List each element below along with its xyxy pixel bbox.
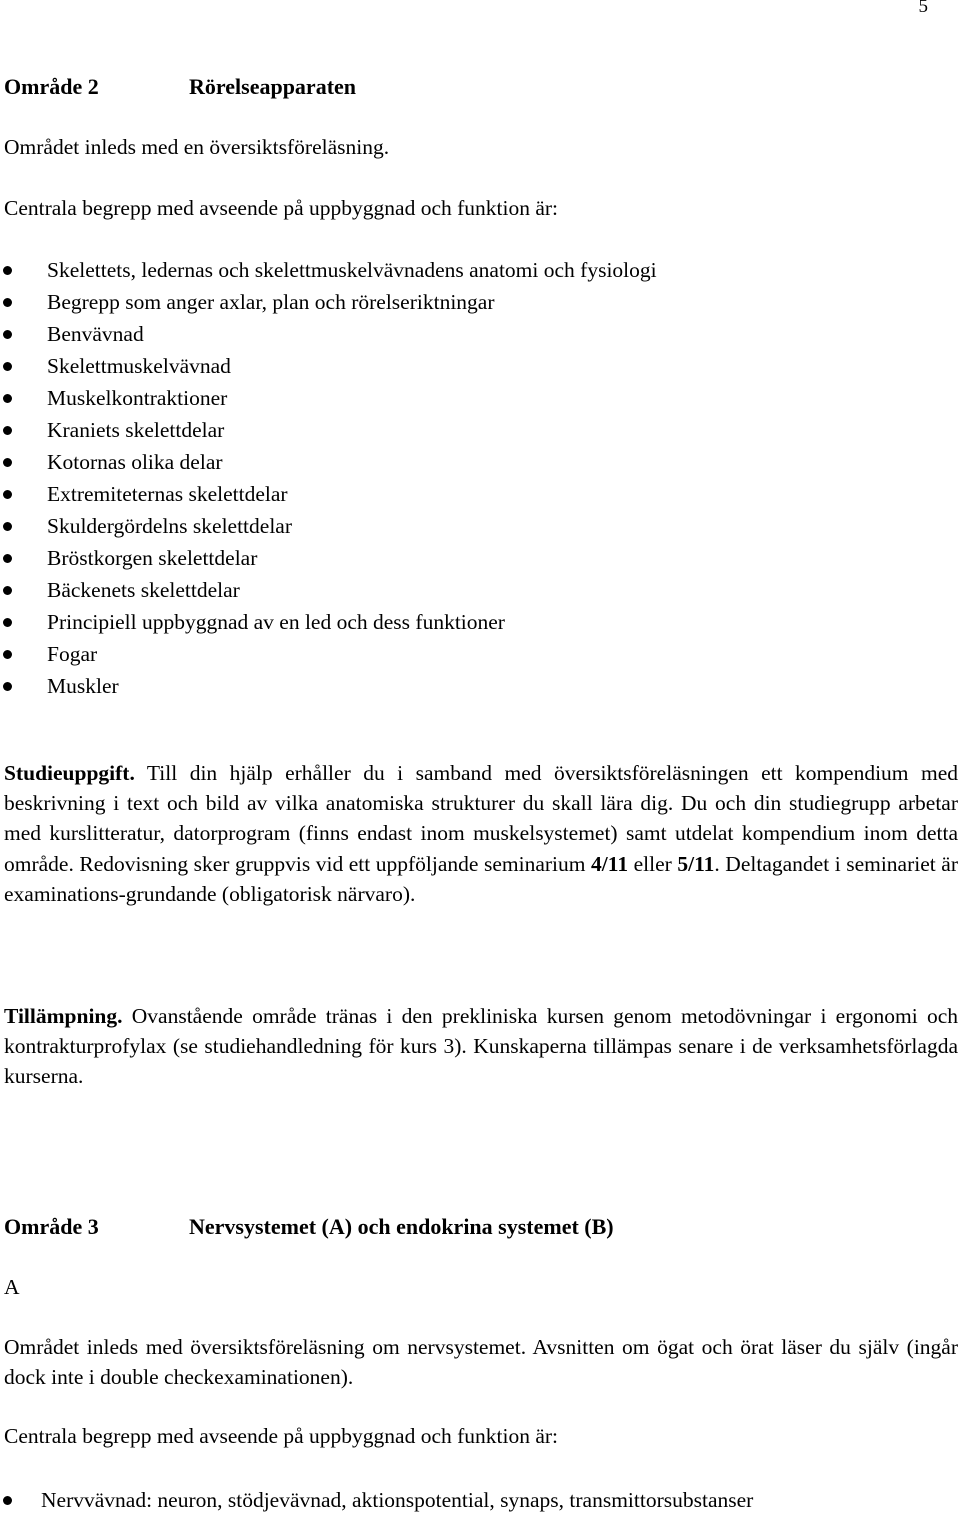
list-item xyxy=(0,382,657,414)
application-label: Tillämpning. xyxy=(4,1004,123,1028)
list-item xyxy=(0,350,657,382)
section-2-concept-list xyxy=(0,254,657,702)
list-item xyxy=(0,1484,753,1516)
list-item xyxy=(0,638,657,670)
bullet-icon xyxy=(3,298,12,307)
list-item xyxy=(0,414,657,446)
list-item-text: Muskler xyxy=(47,674,119,698)
list-item-text: Kraniets skelettdelar xyxy=(47,418,225,442)
bullet-icon xyxy=(3,490,12,499)
list-item xyxy=(0,254,657,286)
list-item xyxy=(0,318,657,350)
page-number: 5 xyxy=(918,0,928,17)
application-text: Ovanstående område tränas i den prekliniska kursen genom metodövningar i ergonomi och kontrakturprofylax (se studiehandledning för kurs 3). Kunskaperna tillämpas senare i de verksamhetsförlagda kurserna. xyxy=(4,1004,958,1089)
list-item xyxy=(0,670,657,702)
bullet-icon xyxy=(3,618,12,627)
section-2-intro: Området inleds med en översiktsföreläsning. xyxy=(4,135,390,159)
bullet-icon xyxy=(3,458,12,467)
bullet-icon xyxy=(3,426,12,435)
section-2-heading xyxy=(4,74,356,100)
section-3-number: Område 3 xyxy=(4,1214,99,1239)
seminar-date-2: 5/11 xyxy=(677,851,715,876)
bullet-icon xyxy=(3,266,12,275)
study-task-text-or: eller xyxy=(628,851,678,876)
list-item xyxy=(0,542,657,574)
list-item xyxy=(0,510,657,542)
list-item-text: Principiell uppbyggnad av en led och dess funktioner xyxy=(47,610,505,634)
list-item-text: Muskelkontraktioner xyxy=(47,386,228,410)
study-task-paragraph xyxy=(4,758,958,909)
section-2-title: Rörelseapparaten xyxy=(189,74,357,99)
bullet-icon xyxy=(3,394,12,403)
section-3-intro: Området inleds med översiktsföreläsning om nervsystemet. Avsnitten om ögat och örat läser du själv (ingår dock inte i double checkexaminationen). xyxy=(4,1335,958,1390)
list-item-text: Kotornas olika delar xyxy=(47,450,223,474)
list-item-text: Extremiteternas skelettdelar xyxy=(47,482,288,506)
list-item xyxy=(0,606,657,638)
bullet-icon xyxy=(3,682,12,691)
list-item-text: Fogar xyxy=(47,642,98,666)
section-3-concepts-lead: Centrala begrepp med avseende på uppbyggnad och funktion är: xyxy=(4,1424,559,1448)
list-item-text: Bäckenets skelettdelar xyxy=(47,578,240,602)
application-paragraph xyxy=(4,1001,958,1092)
section-2-number: Område 2 xyxy=(4,74,99,99)
section-3-title: Nervsystemet (A) och endokrina systemet (B) xyxy=(189,1214,614,1239)
section-3-concept-list xyxy=(0,1484,753,1516)
list-item-text: Skuldergördelns skelettdelar xyxy=(47,514,293,538)
study-task-label: Studieuppgift. xyxy=(4,761,135,785)
list-item xyxy=(0,478,657,510)
bullet-icon xyxy=(3,1496,12,1505)
list-item xyxy=(0,446,657,478)
list-item-text: Skelettets, ledernas och skelettmuskelvävnadens anatomi och fysiologi xyxy=(47,258,657,282)
list-item-text: Benvävnad xyxy=(47,322,144,346)
section-2-concepts-lead: Centrala begrepp med avseende på uppbyggnad och funktion är: xyxy=(4,196,559,220)
list-item-text: Skelettmuskelvävnad xyxy=(47,354,231,378)
section-3-heading xyxy=(4,1214,614,1240)
bullet-icon xyxy=(3,330,12,339)
list-item-text: Bröstkorgen skelettdelar xyxy=(47,546,258,570)
list-item-text: Nervvävnad: neuron, stödjevävnad, aktionspotential, synaps, transmittorsubstanser xyxy=(41,1488,754,1512)
bullet-icon xyxy=(3,362,12,371)
list-item-text: Begrepp som anger axlar, plan och rörelseriktningar xyxy=(47,290,495,314)
bullet-icon xyxy=(3,586,12,595)
bullet-icon xyxy=(3,522,12,531)
seminar-date-1: 4/11 xyxy=(591,851,629,876)
section-3-subheading: A xyxy=(4,1275,20,1299)
list-item xyxy=(0,574,657,606)
study-task-text-end: . Deltagandet i seminariet är examinations-grundande (obligatorisk närvaro). xyxy=(4,851,958,906)
bullet-icon xyxy=(3,554,12,563)
study-task-text: Till din hjälp erhåller du i samband med översiktsföreläsningen ett kompendium med beskrivning i text och bild av vilka anatomiska strukturer du skall lära dig. Du och din studiegrupp arbetar med kurslitteratur, datorprogram (finns endast inom muskelsystemet) samt utdelat kompendium inom detta område. Redovisning sker gruppvis vid ett uppföljande seminarium xyxy=(4,761,958,876)
bullet-icon xyxy=(3,650,12,659)
list-item xyxy=(0,286,657,318)
